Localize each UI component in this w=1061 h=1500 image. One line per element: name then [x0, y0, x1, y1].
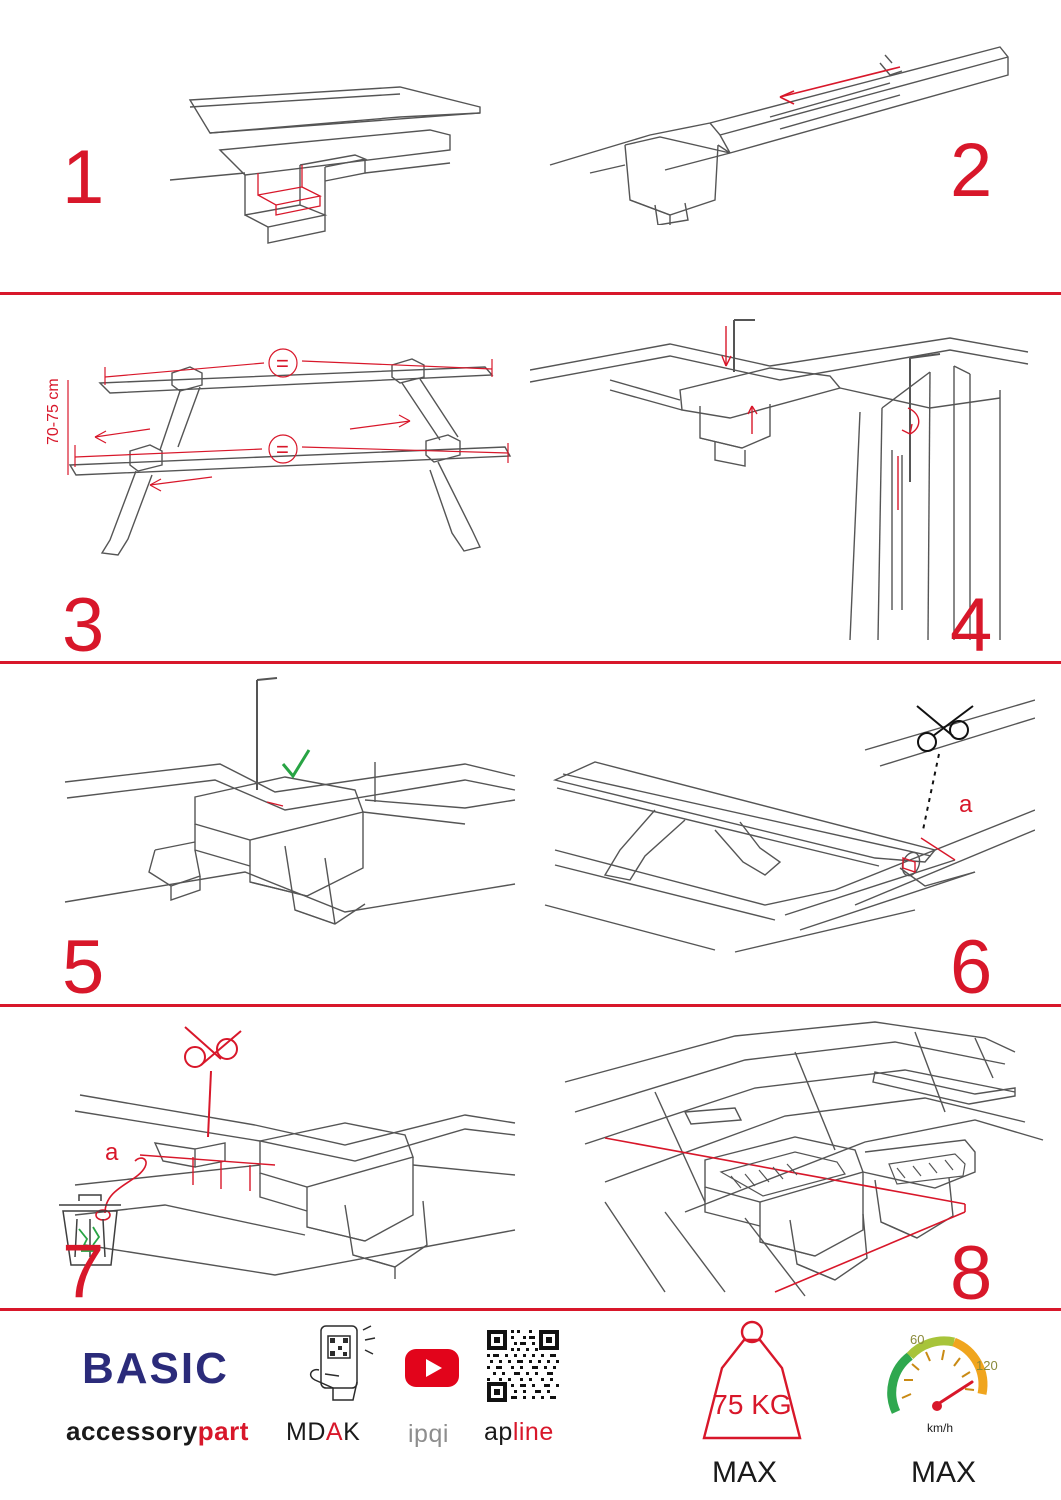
- step-number-6: 6: [950, 925, 993, 1010]
- step-7-illustration: [45, 1015, 525, 1285]
- step-number-1: 1: [62, 135, 105, 220]
- step-number-8: 8: [950, 1231, 993, 1316]
- section-divider: [0, 661, 1061, 664]
- svg-text:=: =: [276, 351, 289, 376]
- apline-text: ap: [484, 1418, 513, 1446]
- mdak-logo-label: [286, 1418, 360, 1447]
- qr-code-icon[interactable]: [485, 1328, 561, 1404]
- step-1-illustration: [150, 55, 530, 265]
- max-load-value: 75 KG: [712, 1389, 792, 1420]
- gauge-tick-60: 60: [910, 1332, 925, 1347]
- youtube-icon[interactable]: [404, 1348, 460, 1388]
- mdak-text-1: MD: [286, 1418, 326, 1446]
- mdak-text-2: K: [343, 1418, 361, 1446]
- brand-part-text: part: [197, 1416, 249, 1446]
- brand-accessorypart-logo: [66, 1416, 249, 1447]
- mdak-text-accent: A: [325, 1418, 344, 1446]
- max-speed-gauge-icon: [880, 1320, 1000, 1445]
- max-load-label: MAX: [712, 1456, 778, 1489]
- ipqi-logo-label: ipqi: [408, 1420, 449, 1448]
- footer: [0, 1308, 1061, 1500]
- step-number-4: 4: [950, 583, 993, 668]
- brand-basic-logo: BASIC: [82, 1344, 229, 1393]
- svg-text:a: a: [959, 791, 973, 818]
- step-number-2: 2: [950, 128, 993, 213]
- gauge-tick-120: 120: [976, 1358, 998, 1373]
- step-number-7: 7: [62, 1229, 105, 1314]
- svg-text:70-75 cm: 70-75 cm: [45, 378, 62, 445]
- max-speed-label: MAX: [911, 1456, 977, 1489]
- max-load-icon: [692, 1316, 812, 1446]
- step-5-illustration: [45, 672, 525, 962]
- gauge-unit: km/h: [926, 1421, 954, 1435]
- apline-logo-label: [484, 1418, 554, 1447]
- step-number-3: 3: [62, 583, 105, 668]
- step-3-illustration: [40, 325, 530, 565]
- section-divider: [0, 1004, 1061, 1007]
- svg-text:=: =: [276, 437, 289, 462]
- apline-text-accent: line: [512, 1418, 554, 1446]
- step-number-5: 5: [62, 925, 105, 1010]
- svg-text:a: a: [105, 1139, 119, 1166]
- scan-qr-phone-icon: [305, 1324, 380, 1406]
- brand-accessory-text: accessory: [66, 1416, 198, 1446]
- section-divider: [0, 292, 1061, 295]
